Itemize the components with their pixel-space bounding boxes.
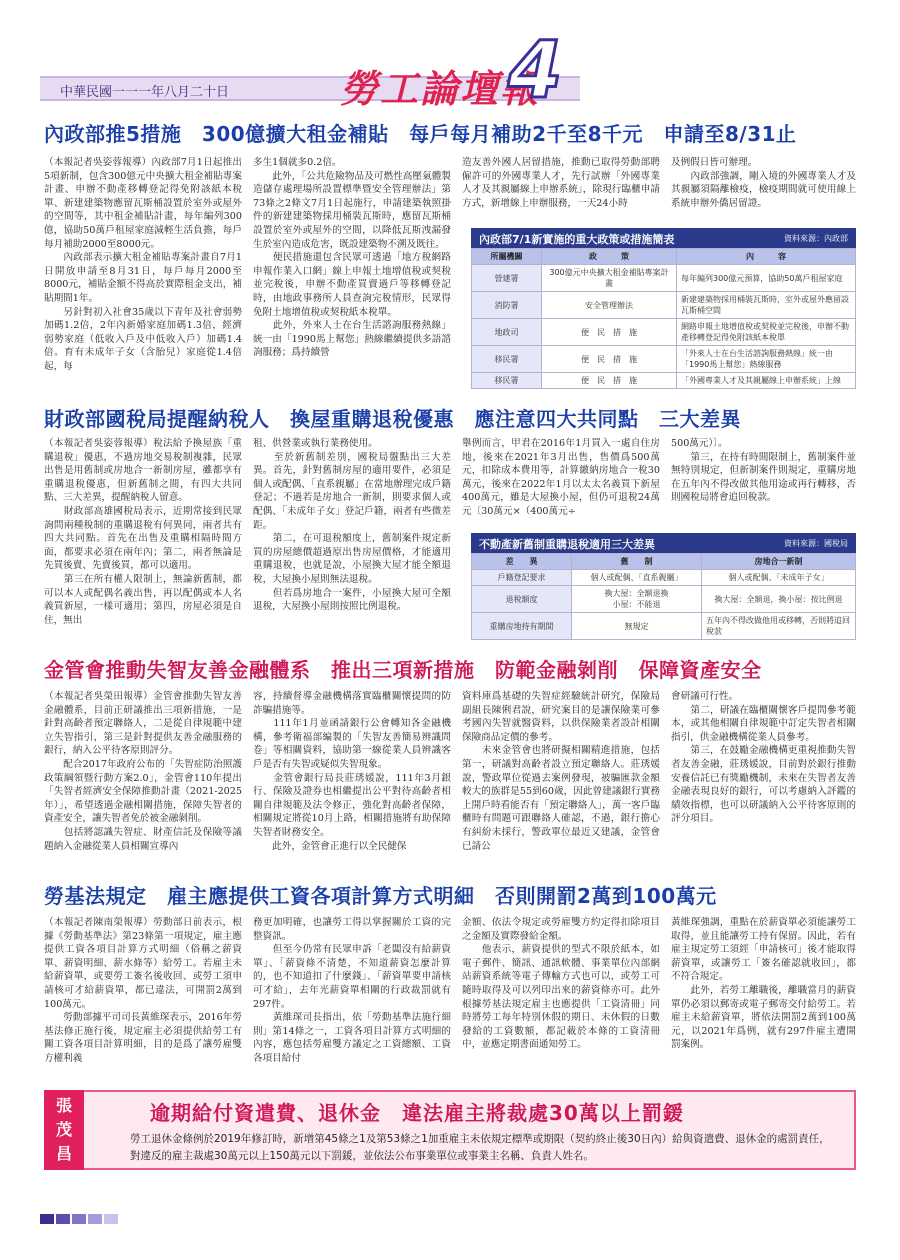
table-row <box>472 346 856 373</box>
table-cell: 移民署 <box>472 373 542 389</box>
tax-table-caption: 不動產新舊制重購退稅適用三大差異 <box>479 538 655 551</box>
table-row <box>472 613 856 640</box>
article-1-headline: 內政部推5措施 300億擴大租金補貼 每戶每月補助2千至8千元 申請至8/31止 <box>44 122 797 146</box>
article-3-col-1: （本報記者吳榮田報導）金管會推動失智友善金融體系，目前正研議推出三項新措施，一是針對高齡者預定聯絡人，二是從自律規範中建立失智指引，第三是針對提供友善金融服務的銀行，納入公平待客原則評分。 配合2017年政府公布的「失智症防治照護政策綱領暨行動方案2.0」，金管會110年提出「失智者經濟安全保障推動計畫（2021-2025年）」，希望透過金融相關措施，保障失智者的資產安全，讓失智者免於被金融剝削。 包括將認識失智症、財產信託及保險等議題納入金融從業人員相關宣導內 <box>44 691 242 852</box>
footer-decoration <box>40 1209 856 1219</box>
callout-text: 勞工退休金條例於2019年修訂時，新增第45條之1及第53條之1加重雇主未依規定標準或期限（契約終止後30日內）給與資遣費、退休金的處罰責任，對違反的雇主裁處30萬元以上150萬元以下罰鍰，並依法公布事業單位或事業主名稱、負責人姓名。 <box>130 1133 830 1162</box>
article-1-col-3: 造友善外國人居留措施，推動已取得勞動部聘僱許可的外國專業人才，先行試辦「外國專業人才及其親屬線上申辦系統」，除現行臨櫃申請方式，新增線上申辦服務，一天24小時 <box>462 157 660 209</box>
callout-title: 逾期給付資遣費、退休金 違法雇主將裁處30萬以上罰鍰 <box>150 1101 684 1125</box>
table-cell: 便 民 措 施 <box>542 346 677 373</box>
table-cell: 無規定 <box>572 613 702 640</box>
table-cell: 消防署 <box>472 292 542 319</box>
article-2-col-1: （本報記者吳姿蓉報導）稅法給予換屋族「重購退稅」優惠，不過房地交易稅制複雜，民眾出售是用舊制或房地合一新制房屋，雖都享有重購退稅優惠，但新舊制之間，有四大共同點、三大差異，提醒納稅人留意。 財政部高雄國稅局表示，近期常接到民眾詢問兩種稅制的重購退稅有何異同，兩者共有四大共同點。首先在出售及重購相隔時間方面，都要求必須在兩年內；第二，兩者無論是先買後賣、先賣後買，都可以適用。 第三在所有權人限制上，無論新舊制，都可以本人或配偶名義出售，再以配偶或本人名義買新屋，一樣可適用；第四，房屋必須是自住，無出 <box>44 438 242 626</box>
article-4-col-3: 金額、依法令規定或勞雇雙方約定得扣除項目之金額及實際發給金額。 他表示，薪資提供的型式不限於紙本，如電子郵件、簡訊、通訊軟體、事業單位內部網站薪資系統等電子傳輸方式也可以，或勞工可隨時取得及可以列印出來的薪資條亦可。此外根據勞基法規定雇主也應提供「工資清冊」同時將勞工每年特別休假的期日、未休假的日數發給的工資數額，都記載於本條的工資清冊中，並應定期書面通知勞工。 <box>462 917 660 1051</box>
article-1-col-1: （本報記者吳姿蓉報導）內政部7月1日起推出5項新制，包含300億元中央擴大租金補貼專案計畫、申辦不動產移轉登記得免附該紙本稅單、新建建築物應留瓦斯桶設置於室外或屋外的空間等，其中租金補貼計畫，每年編列300億，協助50萬戶租屋家庭減輕生活負擔，每戶每月補助2000至8000元。 內政部表示擴大租金補貼專案計畫自7月1日開放申請至8月31日，每戶每月2000至8000元，補貼金額不得高於實際租金支出，補貼期間1年。 另針對初入社會35歲以下青年及社會弱勢加碼1.2倍，2年內新婚家庭加碼1.3倍，經濟弱勢家庭（低收入戶及中低收入戶）加碼1.4倍。育有未成年子女（含胎兒）家庭從1.4倍起，每 <box>44 157 242 372</box>
table-cell: 個人或配偶、「未成年子女」 <box>702 570 856 586</box>
page-number: 4 <box>508 26 563 116</box>
policy-table-caption: 內政部7/1新實施的重大政策或措施簡表 <box>479 233 675 246</box>
table-cell: 300億元中央擴大租金補貼專案計畫 <box>542 265 677 292</box>
article-4-col-1: （本報記者陳南榮報導）勞動部日前表示，根據《勞動基準法》第23條第一項規定，雇主應提供工資各項目計算方式明細（俗稱之薪資單、薪資明細、薪水條等）給勞工。若雇主未給薪資單，或要勞工簽名後收回、或勞工須申請核可才給薪資單，都已違法，可開罰2萬到100萬元。 勞動部據平司司長黃維琛表示，2016年勞基法修正施行後，規定雇主必須提供給勞工有關工資各項目計算明細，目的是爲了讓勞雇雙方權利義 <box>44 917 242 1064</box>
table-cell: 地政司 <box>472 319 542 346</box>
policy-table <box>471 228 856 389</box>
article-1-col-4: 及例假日皆可辦理。 內政部強調，剛入境的外國專業人才及其親屬須隔離檢疫，檢疫期間就可使用線上系統申辦外僑居留證。 <box>671 157 856 209</box>
article-3-col-4: 會研議可行性。 第二，研議在臨櫃關懷客戶提問參考範本，或其他相關自律規範中訂定失智者相關指引，供金融機構從業人員參考。 第三，在鼓勵金融機構更重視推動失智者友善金融，莊琇媛說，目前對於銀行推動安養信託已有獎勵機制，未來在失智者友善金融表現良好的銀行，可以考慮納入評鑑的績效指標，也可以研議納入公平待客原則的評分項目。 <box>671 691 856 825</box>
article-2-col-3: 舉例而言，甲君在2016年1月買入一處自住房地，後來在2021年3月出售，售價爲500萬元，扣除成本費用等，計算繳納房地合一稅30萬元，後來在2022年1月以太太名義買下新屋400萬元，雖是大屋換小屋，但仍可退稅24萬元〔30萬元×（400萬元÷ <box>462 438 660 517</box>
table-cell: 營建署 <box>472 265 542 292</box>
table-row <box>472 319 856 346</box>
table-row <box>472 586 856 613</box>
table-cell: 戶籍登記要求 <box>472 570 572 586</box>
callout-author-label <box>44 1090 84 1170</box>
table-cell: 個人或配偶、「直系親屬」 <box>572 570 702 586</box>
tax-table-header: 差 異 <box>472 554 572 570</box>
article-4-headline: 勞基法規定 雇主應提供工資各項計算方式明細 否則開罰2萬到100萬元 <box>44 884 717 908</box>
tax-table <box>471 533 856 640</box>
issue-date: 中華民國一一一年八月二十日 <box>60 85 230 100</box>
table-row <box>472 292 856 319</box>
article-2-col-2: 租、供營業或執行業務使用。 至於新舊制差別，國稅局盤點出三大差異。首先，針對舊制房屋的適用要件，必須是個人或配偶、「直系親屬」在當地辦理完成戶籍登記；不過若是房地合一新制，則要求個人或配偶、「未成年子女」登記戶籍，兩者有些微差距。 第二，在可退稅額度上，舊制案件規定新買的房屋總價超過原出售房屋價格，才能適用重購退稅，也就是說，小屋換大屋才能全額退稅，大屋換小屋則無法退稅。 但若爲房地合一案件，小屋換大屋可全額退稅，大屋換小屋則按照比例退稅。 <box>253 438 451 613</box>
article-2-headline: 財政部國稅局提醒納稅人 換屋重購退稅優惠 應注意四大共同點 三大差異 <box>44 407 741 431</box>
article-1-col-2: 多生1個就多0.2倍。 此外，「公共危險物品及可燃性高壓氣體製造儲存處理場所設置標準暨安全管理辦法」第73條之2條文7月1日起施行，申請建築執照掛件的新建建築物採用桶裝瓦斯時，應留瓦斯桶設置於室外或屋外的空間，以降低瓦斯洩漏發生於室內造成危害，既設建築物不溯及既往。 便民措施還包含民眾可透過「地方稅網路申報作業入口網」線上申報土地增值稅或契稅並完稅後，申辦不動產買賣過戶等移轉登記時，由地政事務所人員查詢完稅情形，民眾得免附土地增值稅或契稅紙本稅單。 此外，外來人士在台生活諮詢服務熱線」統一由「1990馬上幫您」熱線繼續提供多語諮詢服務；爲持續營 <box>253 157 451 359</box>
policy-table-header: 政 策 <box>542 249 677 265</box>
table-cell: 「外國專業人才及其親屬線上申辦系統」上線 <box>677 373 856 389</box>
callout-author: 張 茂 昌 <box>55 1096 72 1163</box>
table-cell: 換大屋：全額退，換小屋：按比例退 <box>702 586 856 613</box>
article-3-col-2: 容，持續督導金融機構落實臨櫃關懷提問的防詐騙措施等。 111年1月並函請銀行公會轉知各金融機構，參考衛福部編製的「失智友善簡易辨識問卷」等相關資料，協助第一線從業人員辨識客戶是否有失智或疑似失智現象。 金管會銀行局長莊琇媛說，111年3月銀行、保險及證券也相繼提出公平對待高齡者相關自律規範及法令修正，強化對高齡者保障，相關規定將從10月上路，相關措施將有助保障失智者財務安全。 此外，金管會正進行以全民健保 <box>253 691 451 852</box>
policy-table-header: 所屬機關 <box>472 249 542 265</box>
article-3-headline: 金管會推動失智友善金融體系 推出三項新措施 防範金融剝削 保障資產安全 <box>44 658 762 682</box>
table-cell: 便 民 措 施 <box>542 373 677 389</box>
table-cell: 退稅額度 <box>472 586 572 613</box>
article-4-col-4: 黃維琛強調，重點在於薪資單必須能讓勞工取得，並且能讓勞工持有保留。因此，若有雇主規定勞工須經「申請核可」後才能取得薪資單，或讓勞工「簽名確認就收回」，都不符合規定。 此外，若勞工離職後，離職當月的薪資單仍必須以郵寄或電子郵寄交付給勞工。若雇主未給薪資單，將依法開罰2萬到100萬元，以2021年爲例，就有297件雇主遭開罰案例。 <box>671 917 856 1051</box>
table-cell: 五年內不得改做他用或移轉，否則將追回稅款 <box>702 613 856 640</box>
table-row <box>472 373 856 389</box>
policy-table-source: 資料來源：內政部 <box>784 234 848 243</box>
table-cell: 網路申報土地增值稅或契稅並完稅後，申辦不動產移轉登記得免附該紙本稅單 <box>677 319 856 346</box>
table-row <box>472 265 856 292</box>
table-cell: 新建建築物採用桶裝瓦斯時，室外或屋外應留設瓦斯桶空間 <box>677 292 856 319</box>
tax-table-header: 房地合一新制 <box>702 554 856 570</box>
table-cell: 重購房地持有期間 <box>472 613 572 640</box>
table-cell: 「外來人士在台生活諮詢服務熱線」統一由「1990馬上幫您」熱線服務 <box>677 346 856 373</box>
table-cell: 移民署 <box>472 346 542 373</box>
newspaper-title: 勞工論壇報 <box>340 67 541 111</box>
article-3-col-3: 資料庫爲基礎的失智症經驗統計研究，保險局副組長陳俐君說，研究案目的是讓保險業可參考國內失智就醫資料，以供保險業者設計相關保險商品定價的參考。 未來金管會也將研擬相關精進措施，包括第一，研議對高齡者設立預定聯絡人。莊琇媛說，警政單位從過去案例發現，被騙匯款金額較大的族群是55到60歲，因此曾建議銀行實務上開戶時看能否有「預定聯絡人」，萬一客戶臨櫃時有問題可跟聯絡人確認，不過，銀行擔心有糾紛未採行，警政單位最近又建議，金管會已請公 <box>462 691 660 852</box>
article-4-col-2: 務更加明確，也讓勞工得以掌握關於工資的完整資訊。 但至今仍常有民眾申訴「老闆沒有給薪資單」、「薪資條不清楚，不知道薪資怎麼計算的，也不知道扣了什麼錢」、「薪資單要申請核可才給」，去年光薪資單相關的行政裁罰就有297件。 黃維琛司長指出，依「勞動基準法施行細則」第14條之一，工資各項目計算方式明細的內容，應包括勞雇雙方議定之工資總額、工資各項目給付 <box>253 917 451 1064</box>
table-cell: 安全管理辦法 <box>542 292 677 319</box>
tax-table-header: 舊 制 <box>572 554 702 570</box>
policy-table-header: 內 容 <box>677 249 856 265</box>
table-cell: 每年編列300億元預算，協助50萬戶租屋家庭 <box>677 265 856 292</box>
table-cell: 便 民 措 施 <box>542 319 677 346</box>
table-cell: 換大屋：全額退換 小屋：不能退 <box>572 586 702 613</box>
article-2-col-4: 500萬元）〕。 第三，在持有時間限制上，舊制案件並無特別規定，但新制案件則規定，重購房地在五年內不得改做其他用途或再行轉移，否則國稅局將會追回稅款。 <box>671 438 856 504</box>
table-row <box>472 570 856 586</box>
tax-table-source: 資料來源：國稅局 <box>784 539 848 548</box>
